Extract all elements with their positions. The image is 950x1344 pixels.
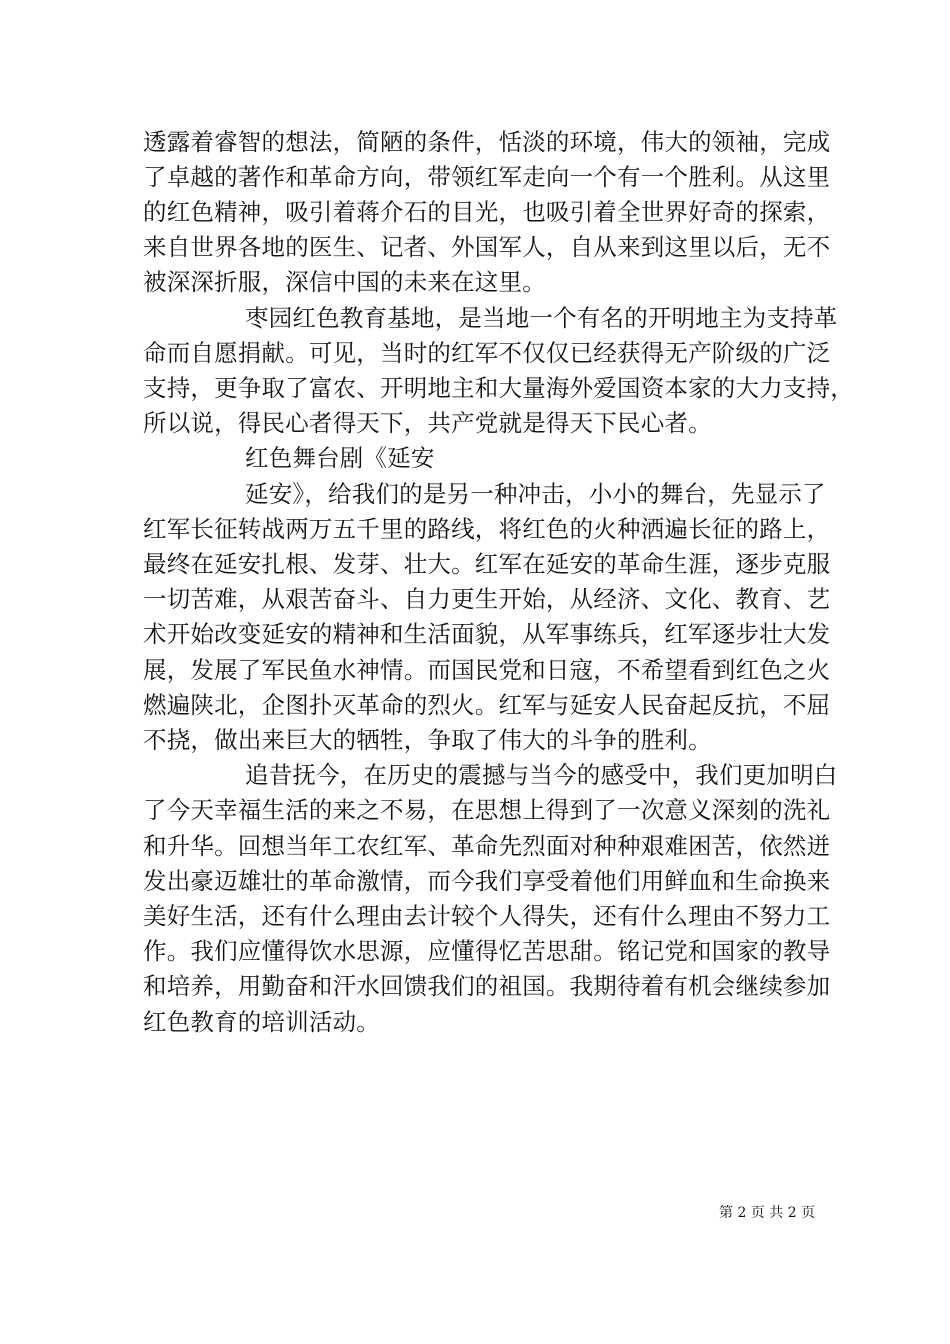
text-line: 和培养，用勤奋和汗水回馈我们的祖国。我期待着有机会继续参加 [143,972,831,1000]
text-line: 了卓越的著作和革命方向，带领红军走向一个有一个胜利。从这里 [143,163,831,191]
text-line: 发出豪迈雄壮的革命激情，而今我们享受着他们用鲜血和生命换来 [143,867,831,895]
page-number: 第 2 页 共 2 页 [719,1205,816,1221]
text-line: 红色教育的培训活动。 [143,1008,380,1036]
text-line: 被深深折服，深信中国的未来在这里。 [143,268,546,296]
text-line: 燃遍陕北，企图扑灭革命的烈火。红军与延安人民奋起反抗，不屈 [143,691,831,719]
paragraph-start-line: 追昔抚今，在历史的震撼与当今的感受中，我们更加明白 [245,761,838,789]
text-line: 红军长征转战两万五千里的路线，将红色的火种洒遍长征的路上， [143,515,831,543]
text-line: 不挠，做出来巨大的牺牲，争取了伟大的斗争的胜利。 [143,726,712,754]
text-line: 所以说，得民心者得天下，共产党就是得天下民心者。 [143,409,712,437]
text-line: 美好生活，还有什么理由去计较个人得失，还有什么理由不努力工 [143,902,831,930]
text-line: 的红色精神，吸引着蒋介石的目光，也吸引着全世界好奇的探索， [143,198,831,226]
paragraph-start-line: 延安》，给我们的是另一种冲击，小小的舞台，先显示了 [245,480,826,508]
paragraph-start-line: 枣园红色教育基地，是当地一个有名的开明地主为支持革 [245,304,838,332]
text-line: 最终在延安扎根、发芽、壮大。红军在延安的革命生涯，逐步克服 [143,550,831,578]
text-line: 展，发展了军民鱼水神情。而国民党和日寇，不希望看到红色之火 [143,656,831,684]
section-heading-line: 红色舞台剧《延安 [245,444,435,472]
text-line: 命而自愿捐献。可见，当时的红军不仅仅已经获得无产阶级的广泛 [143,339,831,367]
text-line: 透露着睿智的想法，简陋的条件，恬淡的环境，伟大的领袖，完成 [143,128,831,156]
text-line: 作。我们应懂得饮水思源，应懂得忆苦思甜。铭记党和国家的教导 [143,937,831,965]
text-line: 了今天幸福生活的来之不易，在思想上得到了一次意义深刻的洗礼 [143,796,831,824]
text-line: 支持，更争取了富农、开明地主和大量海外爱国资本家的大力支持， [143,374,854,402]
text-line: 术开始改变延安的精神和生活面貌，从军事练兵，红军逐步壮大发 [143,620,831,648]
text-line: 一切苦难，从艰苦奋斗、自力更生开始，从经济、文化、教育、艺 [143,585,831,613]
text-line: 来自世界各地的医生、记者、外国军人，自从来到这里以后，无不 [143,233,831,261]
text-line: 和升华。回想当年工农红军、革命先烈面对种种艰难困苦，依然迸 [143,832,831,860]
